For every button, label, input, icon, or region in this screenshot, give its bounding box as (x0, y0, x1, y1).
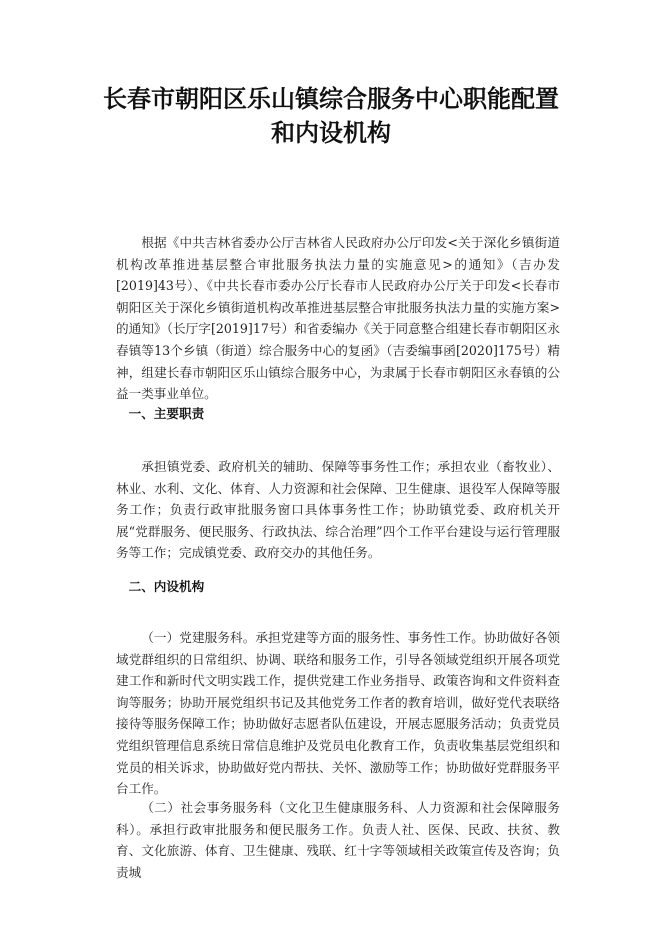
section-heading-internal-units: 二、内设机构 (128, 579, 205, 594)
internal-unit-party-building: （一）党建服务科。承担党建等方面的服务性、事务性工作。协助做好各领域党群组织的日常组织、协调、联络和服务工作，引导各领域党组织开展各项党建工作和新时代文明实践工作，提供党建工作业务指导、政策咨询和文件资料查询等服务；协助开展党组织书记及其他党务工作者的教育培训，做好党代表联络接待等服务保障工作；协助做好志愿者队伍建设，开展志愿服务活动；负责党员党组织管理信息系统日常信息维护及党员电化教育工作，负责收集基层党组织和党员的相关诉求，协助做好党内帮扶、关怀、激励等工作；协助做好党群服务平台工作。 (116, 630, 560, 797)
main-duties-paragraph: 承担镇党委、政府机关的辅助、保障等事务性工作；承担农业（畜牧业）、林业、水利、文化、体育、人力资源和社会保障、卫生健康、退役军人保障等服务工作；负责行政审批服务窗口具体事务性工作；协助镇党委、政府机关开展“党群服务、便民服务、行政执法、综合治理”四个工作平台建设与运行管理服务等工作；完成镇党委、政府交办的其他任务。 (116, 459, 560, 561)
internal-unit-social-affairs: （二）社会事务服务科（文化卫生健康服务科、人力资源和社会保障服务科）。承担行政审批服务和便民服务工作。负责人社、医保、民政、扶贫、教育、文化旅游、体育、卫生健康、残联、红十字等领域相关政策宣传及咨询；负责城 (116, 800, 560, 880)
document-title: 长春市朝阳区乐山镇综合服务中心职能配置和内设机构 (103, 85, 559, 147)
intro-paragraph: 根据《中共吉林省委办公厅吉林省人民政府办公厅印发<关于深化乡镇街道机构改革推进基层整合审批服务执法力量的实施意见>的通知》（吉办发[2019]43号）、《中共长春市委办公厅长春市人民政府办公厅关于印发<长春市朝阳区关于深化乡镇街道机构改革推进基层整合审批服务执法力量的实施方案>的通知》（长厅字[2019]17号）和省委编办《关于同意整合组建长春市朝阳区永春镇等13个乡镇（街道）综合服务中心的复函》（吉委编事函[2020]175号）精神，组建长春市朝阳区乐山镇综合服务中心，为隶属于长春市朝阳区永春镇的公益一类事业单位。 (116, 235, 560, 402)
section-heading-main-duties: 一、主要职责 (128, 406, 205, 421)
